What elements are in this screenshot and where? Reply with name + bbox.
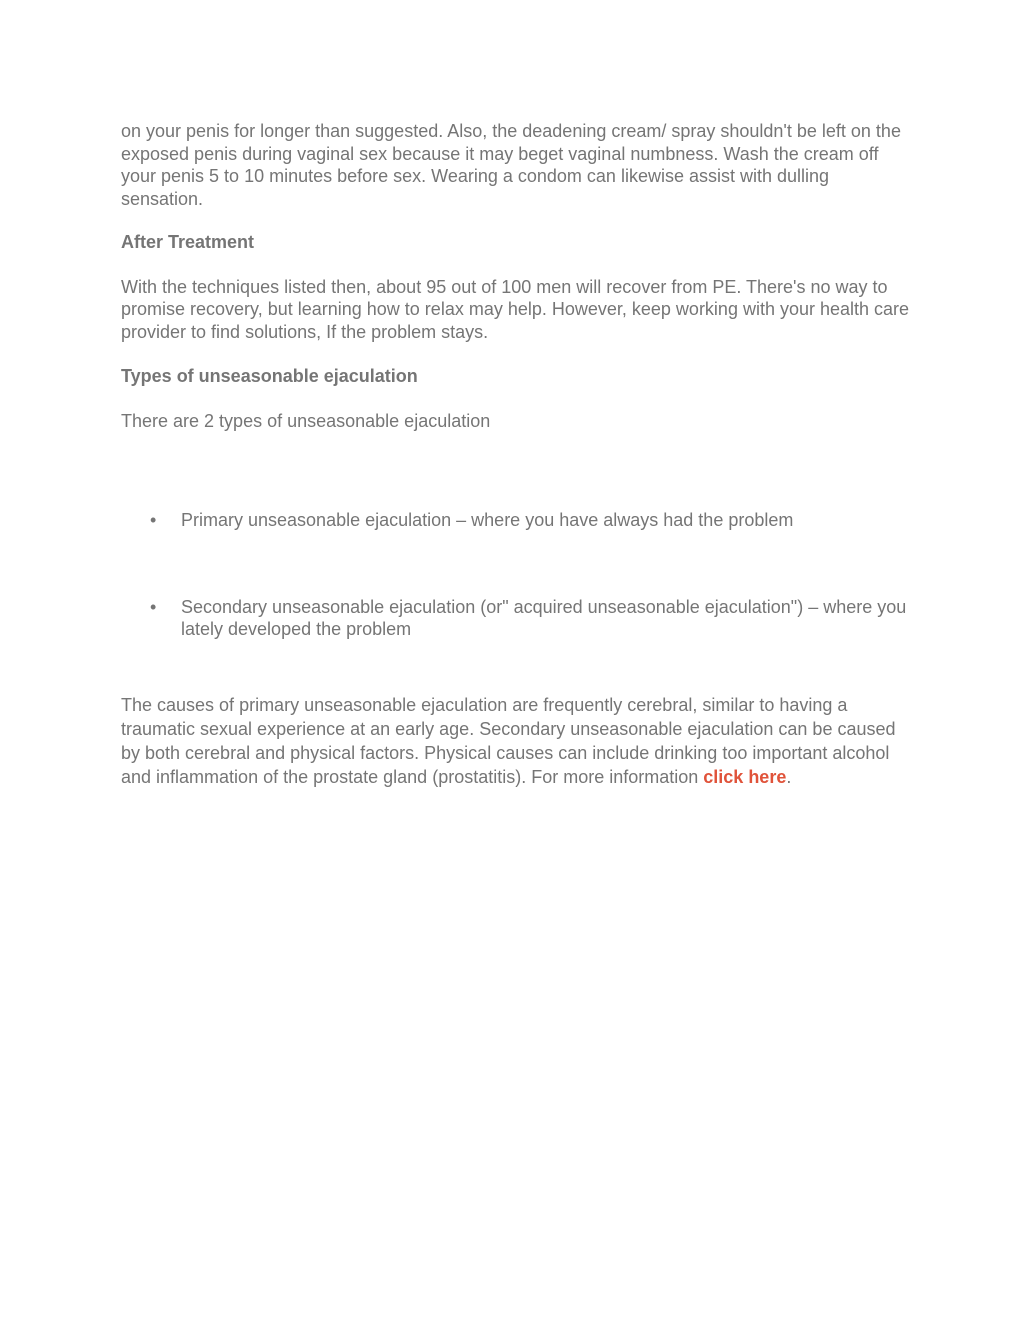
document-page [121, 120, 911, 789]
paragraph-types-intro: There are 2 types of unseasonable ejaculation [121, 410, 491, 431]
bullet-icon: • [150, 510, 157, 530]
list-item-text: Primary unseasonable ejaculation – where you have always had the problem [181, 510, 794, 530]
paragraph-cream-usage: on your penis for longer than suggested. Also, the deadening cream/ spray shouldn't be left on the exposed penis during vaginal sex because it may beget vaginal numbness. Wash the cream off your penis 5 to 10 minutes before sex. Wearing a condom can likewise assist with dulling sensation. [121, 121, 901, 209]
click-here-link[interactable]: click here [703, 766, 787, 787]
paragraph-recovery: With the techniques listed then, about 95 out of 100 men will recover from PE. There's no way to promise recovery, but learning how to relax may help. However, keep working with your health care provider to find solutions, If the problem stays. [121, 276, 910, 342]
list-item-text: Secondary unseasonable ejaculation (or" acquired unseasonable ejaculation") – where you lately developed the problem [181, 596, 907, 639]
bullet-icon: • [150, 596, 157, 617]
heading-types: Types of unseasonable ejaculation [121, 366, 418, 386]
paragraph-causes-end: . [786, 766, 792, 787]
paragraph-causes-text: The causes of primary unseasonable ejaculation are frequently cerebral, similar to having a traumatic sexual experience at an early age. Secondary unseasonable ejaculation can be caused by both cerebral and physical factors. Physical causes can include drinking too important alcohol and inflammation of the prostate gland (prostatitis). For more information [121, 694, 896, 787]
list-item-secondary [121, 596, 911, 641]
paragraph-causes [121, 693, 911, 789]
list-item-primary [121, 509, 911, 532]
types-list [121, 509, 911, 641]
heading-after-treatment: After Treatment [121, 232, 255, 252]
